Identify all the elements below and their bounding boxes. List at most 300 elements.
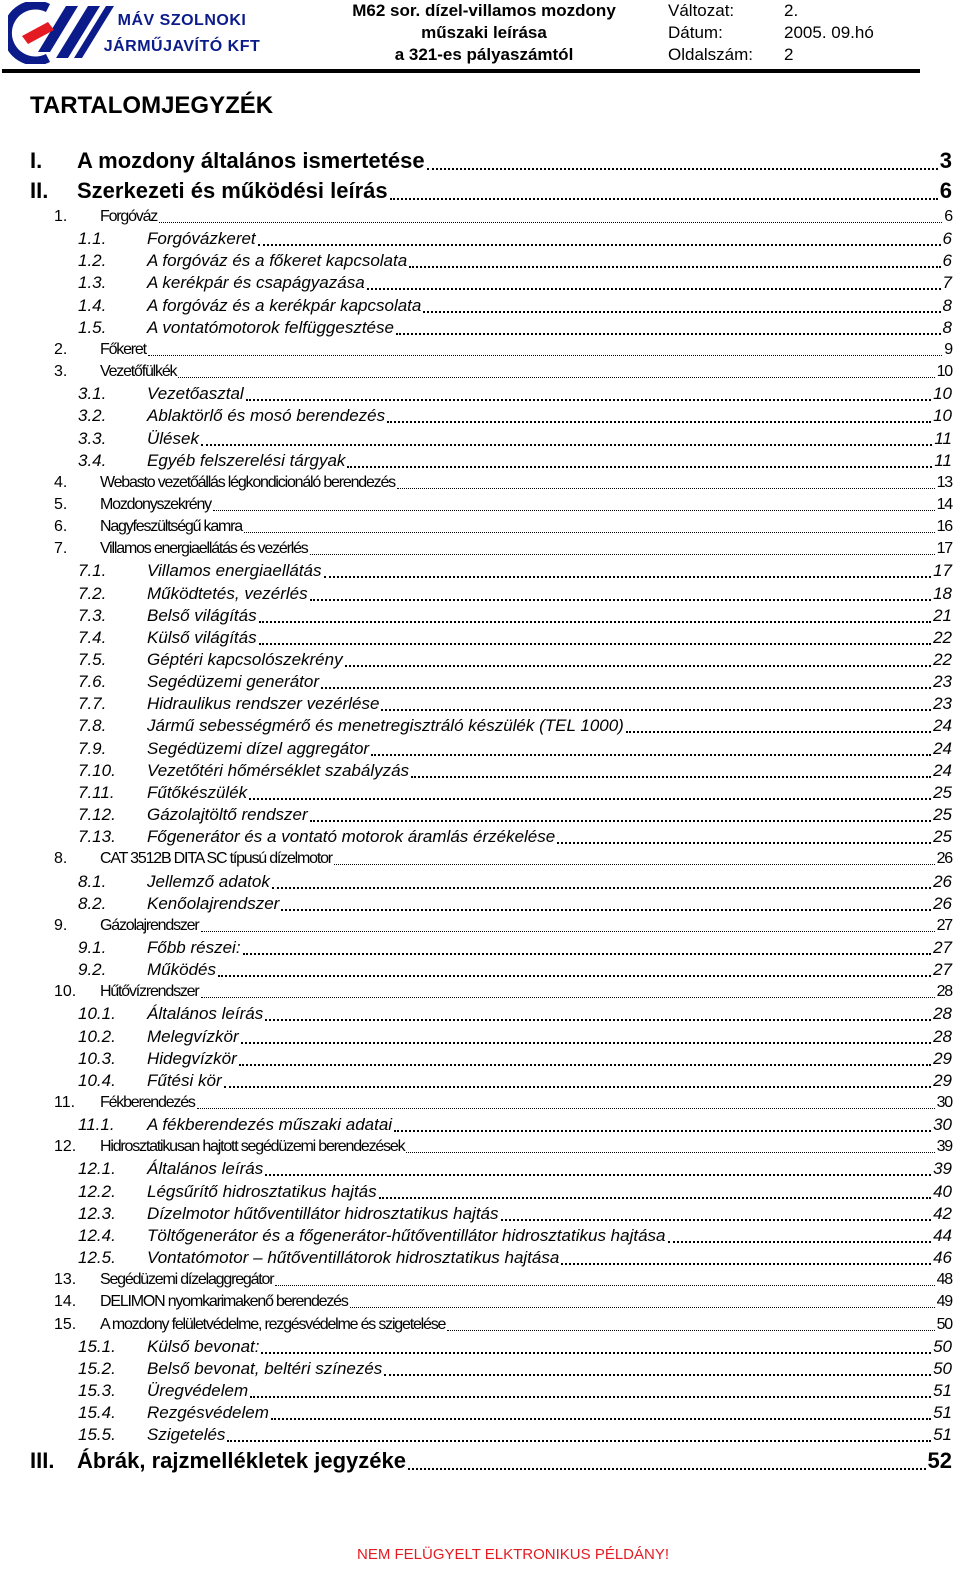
- toc-entry[interactable]: [0, 1314, 960, 1336]
- toc-leader-dots: [239, 1064, 931, 1066]
- toc-entry-title: Gázolajtöltő rendszer: [147, 805, 308, 825]
- toc-leader-dots: [350, 1307, 935, 1308]
- toc-entry[interactable]: [0, 206, 960, 228]
- toc-entry-page: 10: [936, 363, 952, 381]
- toc-leader-dots: [324, 576, 931, 578]
- toc-leader-dots: [243, 953, 931, 955]
- toc-entry-number: 7.10.: [78, 760, 116, 780]
- footer-notice: NEM FELÜGYELT ELKTRONIKUS PÉLDÁNY!: [356, 1546, 670, 1563]
- toc-entry-title: A mozdony felületvédelme, rezgésvédelme és szigetelése: [100, 1315, 446, 1333]
- toc-entry[interactable]: [0, 738, 960, 760]
- toc-entry-title: Főgenerátor és a vontató motorok áramlás érzékelése: [147, 827, 556, 847]
- toc-leader-dots: [259, 643, 931, 645]
- toc-entry-number: 12.3.: [78, 1203, 116, 1223]
- toc-entry-title: Villamos energiaellátás: [147, 561, 322, 581]
- toc-entry-page: 10: [933, 406, 952, 426]
- toc-entry-number: 7.4.: [78, 627, 107, 647]
- toc-entry-title: Gázolajrendszer: [100, 916, 199, 934]
- toc-leader-dots: [275, 1285, 935, 1286]
- toc-entry-title: Jellemző adatok: [147, 871, 270, 891]
- toc-leader-dots: [246, 399, 931, 401]
- toc-leader-dots: [394, 1130, 931, 1132]
- toc-entry-title: Működtetés, vezérlés: [147, 583, 308, 603]
- toc-leader-dots: [423, 311, 941, 313]
- toc-entry-page: 6: [942, 251, 952, 271]
- toc-entry-page: 51: [933, 1380, 952, 1400]
- toc-entry-number: 10.4.: [78, 1070, 116, 1090]
- toc-entry-page: 6: [944, 208, 952, 225]
- toc-entry[interactable]: [0, 915, 960, 937]
- toc-entry-page: 30: [936, 1094, 952, 1111]
- toc-entry-page: 23: [933, 672, 952, 692]
- document-header: [0, 0, 960, 74]
- toc-entry[interactable]: [0, 1114, 960, 1136]
- toc-entry-title: Segédüzemi dízel aggregátor: [147, 738, 370, 758]
- toc-entry-page: 18: [933, 583, 952, 603]
- toc-leader-dots: [148, 355, 942, 356]
- toc-entry-page: 28: [933, 1004, 952, 1024]
- toc-leader-dots: [447, 1330, 935, 1331]
- toc-entry-title: Légsűrítő hidrosztatikus hajtás: [147, 1181, 377, 1201]
- toc-entry[interactable]: [0, 760, 960, 782]
- toc-entry-number: 10.: [54, 983, 77, 1001]
- toc-entry[interactable]: [0, 339, 960, 361]
- toc-entry-page: 9: [944, 340, 952, 358]
- toc-entry[interactable]: [0, 250, 960, 272]
- toc-entry-page: 6: [939, 178, 952, 203]
- toc-entry-page: 52: [927, 1448, 952, 1474]
- toc-entry[interactable]: [0, 228, 960, 250]
- toc-entry-page: 48: [936, 1271, 952, 1289]
- toc-entry-number: 4.: [54, 473, 68, 491]
- toc-entry-page: 29: [933, 1070, 952, 1090]
- toc-entry-number: 15.1.: [78, 1336, 116, 1356]
- toc-entry-page: 30: [933, 1115, 952, 1135]
- toc-entry-page: 50: [936, 1315, 952, 1333]
- toc-entry[interactable]: [0, 937, 960, 959]
- toc-leader-dots: [411, 776, 931, 778]
- toc-entry-number: 10.2.: [78, 1026, 116, 1046]
- toc-entry-title: Ülések: [147, 428, 199, 448]
- toc-entry-page: 50: [933, 1336, 952, 1356]
- toc-entry-page: 49: [936, 1293, 952, 1311]
- document-title: [336, 0, 632, 66]
- toc-leader-dots: [271, 1418, 931, 1420]
- toc-entry-number: 3.3.: [78, 428, 107, 448]
- toc-entry[interactable]: [0, 272, 960, 294]
- toc-entry[interactable]: [0, 1336, 960, 1358]
- toc-entry-page: 13: [936, 473, 952, 491]
- toc-entry-title: Nagyfeszültségű kamra: [100, 518, 242, 536]
- toc-entry-number: 13.: [54, 1271, 77, 1289]
- toc-entry-page: 24: [933, 716, 952, 736]
- toc-entry-number: 12.1.: [78, 1159, 116, 1179]
- toc-entry-number: 12.5.: [78, 1248, 116, 1268]
- toc-entry-title: Szigetelés: [147, 1425, 226, 1445]
- toc-entry-title: Általános leírás: [147, 1004, 264, 1024]
- toc-entry-title: Külső világítás: [147, 627, 257, 647]
- toc-entry[interactable]: [0, 1247, 960, 1269]
- toc-entry-number: 7.2.: [78, 583, 107, 603]
- toc-entry-number: 3.2.: [78, 406, 107, 426]
- toc-entry-title: Működés: [147, 960, 216, 980]
- toc-entry-number: 12.: [54, 1138, 77, 1156]
- toc-entry-number: 7.9.: [78, 738, 107, 758]
- toc-leader-dots: [310, 599, 931, 601]
- toc-entry[interactable]: [0, 383, 960, 405]
- toc-entry[interactable]: [0, 538, 960, 560]
- toc-entry[interactable]: [0, 583, 960, 605]
- toc-entry-number: 7.12.: [78, 805, 116, 825]
- toc-leader-dots: [390, 198, 938, 200]
- toc-entry-number: 15.3.: [78, 1380, 116, 1400]
- toc-entry-number: 6.: [54, 518, 68, 536]
- toc-leader-dots: [265, 1019, 931, 1021]
- toc-entry-number: 10.1.: [78, 1004, 116, 1024]
- toc-entry-number: 1.3.: [78, 273, 107, 293]
- toc-entry-page: 51: [933, 1425, 952, 1445]
- toc-entry-page: 3: [939, 148, 952, 173]
- toc-entry-number: 14.: [54, 1293, 77, 1311]
- toc-leader-dots: [213, 510, 935, 511]
- toc-entry[interactable]: [0, 826, 960, 848]
- toc-entry-number: 5.: [54, 495, 68, 513]
- toc-entry-title: Vontatómotor – hűtőventillátorok hidrosztatikus hajtása: [147, 1248, 560, 1268]
- toc-entry-title: A kerékpár és csapágyazása: [147, 273, 365, 293]
- toc-entry-title: Főkeret: [100, 340, 146, 358]
- toc-entry-number: 1.1.: [78, 229, 107, 249]
- toc-leader-dots: [321, 687, 931, 689]
- toc-entry-page: 27: [936, 916, 952, 934]
- toc-entry-page: 10: [933, 384, 952, 404]
- toc-entry[interactable]: [0, 405, 960, 427]
- toc-leader-dots: [406, 1152, 935, 1153]
- toc-leader-dots: [427, 168, 938, 170]
- toc-entry-title: Egyéb felszerelési tárgyak: [147, 450, 346, 470]
- toc-entry-page: 26: [933, 871, 952, 891]
- toc-leader-dots: [227, 1440, 931, 1442]
- toc-entry[interactable]: [0, 1048, 960, 1070]
- toc-entry[interactable]: [0, 693, 960, 715]
- toc-entry[interactable]: [0, 871, 960, 893]
- toc-entry-title: Segédüzemi generátor: [147, 672, 320, 692]
- toc-entry[interactable]: [0, 893, 960, 915]
- toc-entry-page: 6: [942, 229, 952, 249]
- toc-leader-dots: [408, 1468, 926, 1470]
- toc-entry-page: 42: [933, 1203, 952, 1223]
- toc-leader-dots: [159, 222, 942, 223]
- toc-leader-dots: [557, 842, 931, 844]
- header-rule: [2, 69, 920, 73]
- toc-leader-dots: [668, 1241, 931, 1243]
- toc-entry-page: 14: [936, 495, 952, 513]
- toc-entry-title: A mozdony általános ismertetése: [77, 148, 425, 173]
- toc-entry[interactable]: [0, 472, 960, 494]
- toc-leader-dots: [381, 709, 931, 711]
- toc-entry-title: Hidraulikus rendszer vezérlése: [147, 694, 380, 714]
- toc-entry-title: Forgóvázkeret: [147, 229, 256, 249]
- toc-entry-number: 7.: [54, 540, 68, 558]
- toc-entry-title: Hűtővízrendszer: [100, 983, 199, 1001]
- date-value: 2005. 09.hó: [784, 23, 874, 42]
- toc-entry-page: 28: [936, 983, 952, 1001]
- version-value: 2.: [784, 1, 799, 20]
- toc-entry-page: 22: [933, 627, 952, 647]
- toc-entry-title: Külső bevonat:: [147, 1336, 260, 1356]
- toc-entry-title: Rezgésvédelem: [147, 1403, 269, 1423]
- toc-entry-title: A fékberendezés műszaki adatai: [147, 1115, 393, 1135]
- toc-entry[interactable]: [0, 627, 960, 649]
- toc-entry-page: 46: [933, 1248, 952, 1268]
- toc-leader-dots: [272, 887, 931, 889]
- toc-leader-dots: [281, 909, 931, 911]
- toc-entry[interactable]: [0, 1424, 960, 1446]
- company-name-line2: JÁRMŰJAVÍTÓ KFT: [103, 38, 261, 55]
- toc-entry[interactable]: [0, 1446, 960, 1476]
- toc-entry-number: 7.7.: [78, 694, 107, 714]
- toc-entry[interactable]: [0, 428, 960, 450]
- toc-entry-title: Fűtési kör: [147, 1070, 222, 1090]
- toc-entry-title: Belső világítás: [147, 605, 257, 625]
- toc-entry-number: 7.6.: [78, 672, 107, 692]
- toc-entry[interactable]: [0, 782, 960, 804]
- toc-entry[interactable]: [0, 1181, 960, 1203]
- toc-entry-number: 2.: [54, 340, 68, 358]
- toc-entry-number: 7.11.: [78, 782, 115, 802]
- toc-entry-page: 22: [933, 650, 952, 669]
- toc-leader-dots: [379, 1197, 931, 1199]
- toc-entry[interactable]: [0, 804, 960, 826]
- toc-entry-number: 1.: [54, 208, 68, 225]
- toc-entry-number: 12.4.: [78, 1225, 116, 1245]
- toc-entry[interactable]: [0, 1003, 960, 1025]
- toc-leader-dots: [250, 1396, 931, 1398]
- toc-entry-page: 44: [933, 1225, 952, 1245]
- toc-entry-page: 8: [942, 317, 952, 337]
- toc-entry[interactable]: [0, 715, 960, 737]
- toc-entry-title: Töltőgenerátor és a főgenerátor-hűtőventillátor hidrosztatikus hajtása: [147, 1225, 666, 1245]
- toc-leader-dots: [384, 1374, 931, 1376]
- toc-entry-title: Ábrák, rajzmellékletek jegyzéke: [77, 1448, 406, 1474]
- toc-entry[interactable]: [0, 671, 960, 693]
- document-title-line2: műszaki leírása: [421, 23, 547, 42]
- toc-entry-title: Általános leírás: [147, 1159, 264, 1179]
- toc-entry-title: Melegvízkör: [147, 1026, 239, 1046]
- date-label: Dátum:: [668, 23, 723, 42]
- toc-entry-title: A vontatómotorok felfüggesztése: [147, 317, 394, 337]
- toc-entry-page: 8: [942, 295, 952, 315]
- toc-entry-page: 28: [933, 1026, 952, 1046]
- toc-entry-number: 7.5.: [78, 650, 107, 669]
- toc-entry-page: 11: [934, 450, 952, 470]
- toc-entry-number: 15.4.: [78, 1403, 116, 1423]
- toc-entry-title: Mozdonyszekrény: [100, 495, 211, 513]
- toc-entry-title: Webasto vezetőállás légkondicionáló berendezés: [100, 473, 395, 491]
- toc-leader-dots: [367, 288, 941, 290]
- toc-entry-title: Fékberendezés: [100, 1094, 195, 1111]
- toc-entry-number: 3.: [54, 363, 68, 381]
- toc-leader-dots: [626, 731, 931, 733]
- toc-entry-title: Vezetőasztal: [147, 384, 244, 404]
- toc-entry-page: 17: [936, 540, 952, 558]
- toc-leader-dots: [201, 931, 935, 932]
- toc-entry-title: Dízelmotor hűtőventillátor hidrosztatikus hajtás: [147, 1203, 499, 1223]
- toc-entry[interactable]: [0, 317, 960, 339]
- toc-entry-page: 27: [933, 960, 952, 980]
- toc-entry-number: III.: [30, 1448, 55, 1474]
- toc-entry-page: 26: [933, 893, 952, 913]
- toc-entry-number: I.: [30, 148, 43, 173]
- toc-entry[interactable]: [0, 361, 960, 383]
- toc-entry-page: 7: [942, 273, 952, 293]
- toc-entry-page: 25: [933, 805, 952, 825]
- toc-entry-page: 50: [933, 1358, 952, 1378]
- toc-entry-page: 39: [933, 1159, 952, 1179]
- toc-entry-number: 1.2.: [78, 251, 107, 271]
- toc-entry-title: Szerkezeti és működési leírás: [77, 178, 388, 203]
- toc-leader-dots: [347, 466, 932, 468]
- toc-entry[interactable]: [0, 1291, 960, 1313]
- toc-entry[interactable]: [0, 1358, 960, 1380]
- toc-entry-page: 17: [933, 561, 952, 581]
- toc-entry-title: CAT 3512B DITA SC típusú dízelmotor: [100, 850, 332, 868]
- toc-entry-number: 7.8.: [78, 716, 107, 736]
- toc-entry[interactable]: [0, 1092, 960, 1114]
- toc-entry[interactable]: [0, 450, 960, 472]
- toc-entry[interactable]: [0, 959, 960, 981]
- toc-entry[interactable]: [0, 176, 960, 206]
- toc-entry-title: Hidegvízkör: [147, 1048, 237, 1068]
- toc-entry-number: 1.4.: [78, 295, 107, 315]
- toc-entry-title: Vezetőtéri hőmérséklet szabályzás: [147, 760, 410, 780]
- toc-leader-dots: [224, 1086, 931, 1088]
- toc-entry[interactable]: [0, 605, 960, 627]
- toc-entry-page: 24: [933, 760, 952, 780]
- page-value: 2: [784, 45, 794, 64]
- toc-entry-number: 11.: [54, 1094, 76, 1111]
- toc-leader-dots: [387, 421, 931, 423]
- toc-entry-number: 11.1.: [78, 1115, 115, 1135]
- toc-leader-dots: [561, 1263, 931, 1265]
- toc-entry-page: 26: [936, 850, 952, 868]
- company-name: [96, 8, 268, 60]
- toc-entry-number: 15.: [54, 1315, 77, 1333]
- toc-entry-title: Villamos energiaellátás és vezérlés: [100, 540, 308, 558]
- toc-leader-dots: [310, 554, 935, 555]
- toc-entry[interactable]: [0, 1402, 960, 1424]
- toc-entry-title: A forgóváz és a kerékpár kapcsolata: [147, 295, 422, 315]
- toc-entry-page: 24: [933, 738, 952, 758]
- document-title-line3: a 321-es pályaszámtól: [394, 45, 574, 64]
- toc-entry-number: 3.1.: [78, 384, 107, 404]
- toc-entry-page: 39: [936, 1138, 952, 1156]
- toc-entry-title: Főbb részei:: [147, 937, 241, 957]
- toc-entry[interactable]: [0, 1070, 960, 1092]
- toc-entry-number: 12.2.: [78, 1181, 116, 1201]
- toc-entry-number: 8.1.: [78, 871, 107, 891]
- toc-entry-page: 16: [936, 518, 952, 536]
- document-title-line1: M62 sor. dízel-villamos mozdony: [352, 1, 616, 20]
- toc-leader-dots: [261, 1352, 931, 1354]
- toc-entry-title: Üregvédelem: [147, 1380, 249, 1400]
- toc-entry-number: 10.3.: [78, 1048, 116, 1068]
- toc-entry-number: 9.2.: [78, 960, 107, 980]
- toc-entry-title: Fűtőkészülék: [147, 782, 248, 802]
- toc-leader-dots: [396, 333, 941, 335]
- toc-entry-page: 27: [933, 937, 952, 957]
- toc-entry[interactable]: [0, 1269, 960, 1291]
- toc-leader-dots: [218, 975, 931, 977]
- company-name-line1: MÁV SZOLNOKI: [117, 12, 247, 29]
- toc-entry-number: II.: [30, 178, 49, 203]
- toc-entry-number: 3.4.: [78, 450, 107, 470]
- toc-entry-title: DELIMON nyomkarimakenő berendezés: [100, 1293, 348, 1311]
- toc-entry-number: 9.: [54, 916, 68, 934]
- toc-leader-dots: [409, 266, 941, 268]
- toc-entry[interactable]: [0, 981, 960, 1003]
- toc-entry-number: 9.1.: [78, 937, 107, 957]
- toc-entry-page: 25: [933, 782, 952, 802]
- toc-entry-page: 40: [933, 1181, 952, 1201]
- toc-leader-dots: [397, 488, 935, 489]
- toc-entry[interactable]: [0, 848, 960, 870]
- toc-title: TARTALOMJEGYZÉK: [30, 92, 274, 119]
- toc-entry[interactable]: [0, 146, 960, 176]
- toc-entry[interactable]: [0, 295, 960, 317]
- toc-leader-dots: [244, 532, 935, 533]
- toc-entry[interactable]: [0, 1136, 960, 1158]
- toc-entry-number: 7.13.: [78, 827, 116, 847]
- toc-leader-dots: [241, 1042, 931, 1044]
- toc-entry-title: Forgóváz: [100, 208, 158, 225]
- toc-entry[interactable]: [0, 1203, 960, 1225]
- toc-entry[interactable]: [0, 649, 960, 671]
- toc-entry-page: 23: [933, 694, 952, 714]
- toc-entry-number: 15.5.: [78, 1425, 116, 1445]
- toc-entry[interactable]: [0, 1225, 960, 1247]
- toc-entry[interactable]: [0, 1380, 960, 1402]
- toc-entry-page: 21: [933, 605, 952, 625]
- toc-entry-page: 29: [933, 1048, 952, 1068]
- toc-entry[interactable]: [0, 1026, 960, 1048]
- toc-leader-dots: [334, 864, 935, 865]
- toc-leader-dots: [310, 820, 931, 822]
- toc-entry-title: Kenőolajrendszer: [147, 893, 280, 913]
- toc-entry[interactable]: [0, 494, 960, 516]
- toc-leader-dots: [501, 1219, 931, 1221]
- toc-entry-title: Vezetőfülkék: [100, 363, 177, 381]
- toc-entry[interactable]: [0, 516, 960, 538]
- toc-leader-dots: [249, 798, 931, 800]
- page-label: Oldalszám:: [668, 45, 754, 64]
- toc-entry[interactable]: [0, 1158, 960, 1180]
- toc-entry[interactable]: [0, 560, 960, 582]
- document-meta: [668, 0, 874, 66]
- toc-entry-page: 51: [933, 1403, 952, 1423]
- toc-entry-title: Ablaktörlő és mosó berendezés: [147, 406, 386, 426]
- toc-entry-title: A forgóváz és a főkeret kapcsolata: [147, 251, 408, 271]
- toc-entry-title: Belső bevonat, beltéri színezés: [147, 1358, 383, 1378]
- toc-entry-number: 7.1.: [78, 561, 107, 581]
- toc-entry-number: 7.3.: [78, 605, 107, 625]
- toc-entry-number: 15.2.: [78, 1358, 116, 1378]
- toc-entry-number: 8.2.: [78, 893, 107, 913]
- toc-entry-title: Segédüzemi dízelaggregátor: [100, 1271, 274, 1289]
- toc-leader-dots: [178, 377, 935, 378]
- toc-leader-dots: [258, 244, 941, 246]
- toc-leader-dots: [345, 665, 931, 667]
- version-label: Változat:: [668, 1, 735, 20]
